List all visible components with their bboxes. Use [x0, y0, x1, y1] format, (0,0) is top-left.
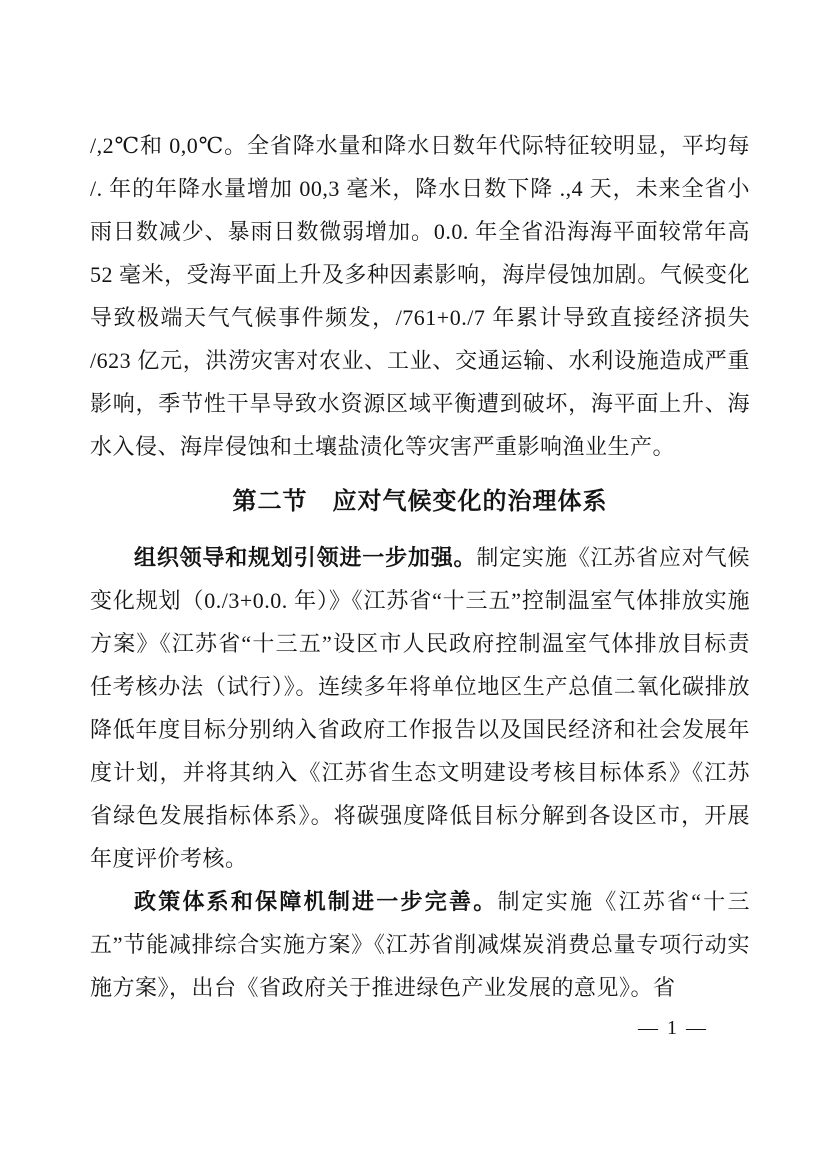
paragraph-policy-body: 制定实施《江苏省“十三五”节能减排综合实施方案》《江苏省削减煤炭消费总量专项行动实施方案》，出台《省政府关于推进绿色产业发展的意见》。省 — [90, 889, 750, 1000]
paragraph-climate-impacts: /,2℃和 0,0℃。全省降水量和降水日数年代际特征较明显，平均每 /. 年的年降水量增加 00,3 毫米，降水日数下降 .,4 天，未来全省小雨日数减少、暴雨日数微弱增加。0.0. 年全省沿海海平面较常年高 52 毫米，受海平面上升及多种因素影响，海岸侵蚀加剧。气候变化导致极端天气气候事件频发，/761+0./7 年累计导致直接经济损失 /623 亿元，洪涝灾害对农业、工业、交通运输、水利设施造成严重影响，季节性干旱导致水资源区域平衡遭到破坏，海平面上升、海水入侵、海岸侵蚀和土壤盐渍化等灾害严重影响渔业生产。 — [90, 133, 750, 459]
page-number: — 1 — — [638, 1017, 708, 1039]
paragraph-governance — [90, 536, 750, 880]
paragraph-policy — [90, 880, 750, 1009]
paragraph-governance-body: 制定实施《江苏省应对气候变化规划（0./3+0.0. 年）》《江苏省“十三五”控制温室气体排放实施方案》《江苏省“十三五”设区市人民政府控制温室气体排放目标责任考核办法（试行）》。连续多年将单位地区生产总值二氧化碳排放降低年度目标分别纳入省政府工作报告以及国民经济和社会发展年度计划，并将其纳入《江苏省生态文明建设考核目标体系》《江苏省绿色发展指标体系》。将碳强度降低目标分解到各设区市，开展年度评价考核。 — [90, 545, 750, 871]
paragraph-policy-lead: 政策体系和保障机制进一步完善。 — [134, 889, 498, 914]
paragraph-governance-lead: 组织领导和规划引领进一步加强。 — [134, 545, 477, 570]
section-heading: 第二节 应对气候变化的治理体系 — [232, 488, 608, 515]
